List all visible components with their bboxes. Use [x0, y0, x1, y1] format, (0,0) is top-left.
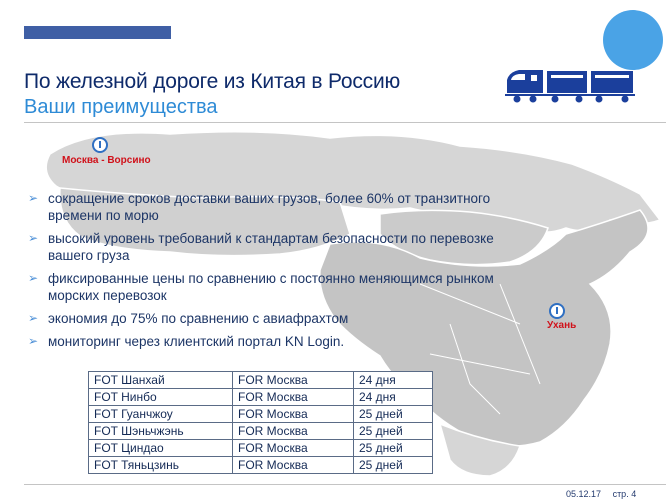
- arrow-right-icon: ➢: [28, 271, 39, 285]
- page-title: По железной дороге из Китая в Россию: [24, 70, 401, 93]
- table-row: [89, 406, 433, 423]
- list-item-text: экономия до 75% по сравнению с авиафрахтом: [48, 311, 349, 326]
- table-row: [89, 372, 433, 389]
- list-item-text: мониторинг через клиентский портал KN Login.: [48, 334, 345, 349]
- arrow-right-icon: ➢: [28, 334, 39, 348]
- destination-cell: FOR Москва: [233, 372, 354, 389]
- list-item: [28, 230, 498, 264]
- title-divider: [24, 122, 666, 123]
- destination-cell: FOR Москва: [233, 423, 354, 440]
- list-item-text: фиксированные цены по сравнению с постоянно меняющимся рынком морских перевозок: [48, 271, 494, 303]
- footer-divider: [24, 484, 666, 485]
- header-circle-decoration: [603, 10, 663, 70]
- list-item: [28, 190, 498, 224]
- table-row: [89, 440, 433, 457]
- destination-cell: FOR Москва: [233, 389, 354, 406]
- transit-times-table: [88, 371, 433, 474]
- list-item-text: сокращение сроков доставки ваших грузов, более 60% от транзитного времени по морю: [48, 191, 491, 223]
- wuhan-location-icon: [549, 303, 565, 319]
- transit-time-cell: 25 дней: [354, 406, 433, 423]
- table-row: [89, 423, 433, 440]
- advantages-list: [28, 190, 498, 356]
- wuhan-city-label: Ухань: [547, 320, 577, 331]
- list-item-text: высокий уровень требований к стандартам безопасности по перевозке вашего груза: [48, 231, 494, 263]
- transit-time-cell: 25 дней: [354, 457, 433, 474]
- destination-cell: FOR Москва: [233, 406, 354, 423]
- train-icon: [503, 64, 637, 104]
- list-item: [28, 270, 498, 304]
- transit-time-cell: 25 дней: [354, 423, 433, 440]
- moscow-location-icon: [92, 137, 108, 153]
- destination-cell: FOR Москва: [233, 457, 354, 474]
- transit-time-cell: 24 дня: [354, 389, 433, 406]
- arrow-right-icon: ➢: [28, 231, 39, 245]
- destination-cell: FOR Москва: [233, 440, 354, 457]
- header-bar: [24, 26, 171, 39]
- moscow-city-label: Москва - Ворсино: [62, 155, 151, 166]
- origin-cell: FOT Гуанчжоу: [89, 406, 233, 423]
- arrow-right-icon: ➢: [28, 311, 39, 325]
- origin-cell: FOT Циндао: [89, 440, 233, 457]
- origin-cell: FOT Шэньчжэнь: [89, 423, 233, 440]
- page-subtitle: Ваши преимущества: [24, 96, 218, 118]
- transit-time-cell: 25 дней: [354, 440, 433, 457]
- arrow-right-icon: ➢: [28, 191, 39, 205]
- table-row: [89, 389, 433, 406]
- footer-date: 05.12.17: [566, 489, 602, 499]
- transit-time-cell: 24 дня: [354, 372, 433, 389]
- page-number: стр. 4: [612, 489, 637, 499]
- origin-cell: FOT Тяньцзинь: [89, 457, 233, 474]
- origin-cell: FOT Шанхай: [89, 372, 233, 389]
- list-item: [28, 310, 498, 327]
- list-item: [28, 333, 498, 350]
- origin-cell: FOT Нинбо: [89, 389, 233, 406]
- footer: [566, 489, 636, 499]
- table-row: [89, 457, 433, 474]
